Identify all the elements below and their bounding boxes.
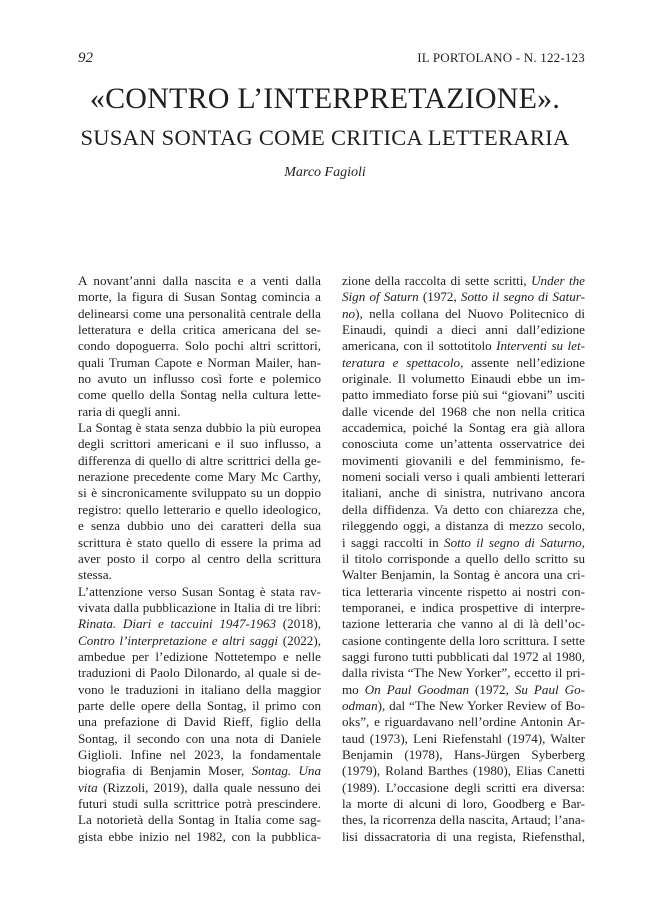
text-line	[78, 747, 321, 763]
text-line	[78, 796, 321, 812]
text-segment: delinearsi come una personalità centrale della	[78, 305, 321, 321]
text-segment: una prefazione di David Rieff, figlio della	[78, 714, 321, 730]
text-segment: come quello della Sontag nella cultura lette-	[78, 387, 321, 403]
text-line	[342, 682, 585, 698]
text-line	[342, 273, 585, 289]
text-line	[78, 698, 321, 714]
text-line	[342, 698, 585, 714]
italic-title: Rinata. Diari e taccuini 1947-1963	[78, 616, 277, 632]
text-segment: Giglioli. Infine nel 2023, la fondamentale	[78, 746, 321, 762]
text-segment: mo	[342, 681, 365, 697]
text-line	[78, 567, 321, 583]
text-line	[342, 338, 585, 354]
text-segment: lisi dissacratoria di una regista, Riefensthal,	[342, 828, 585, 844]
text-segment: quali Truman Capote e Norman Mailer, han-	[78, 354, 321, 370]
text-segment: biografia di Benjamin Moser,	[78, 763, 252, 779]
text-segment: futuri studi sulla scrittrice potrà prescindere.	[78, 796, 321, 811]
text-segment: (1972,	[469, 681, 515, 697]
italic-title: Sotto il segno di Satur-	[460, 289, 585, 305]
text-line	[342, 551, 585, 567]
text-line	[78, 469, 321, 485]
text-segment: ambedue per l’edizione Nottetempo e nelle	[78, 648, 321, 664]
text-segment: casione contingente della loro scrittura. I sette	[342, 632, 585, 648]
text-segment: (2018),	[276, 616, 321, 632]
text-segment: (1972,	[418, 289, 461, 305]
text-segment: si è sincronicamente sviluppato su un doppio	[78, 485, 321, 501]
text-line	[342, 404, 585, 420]
text-segment: A novant’anni dalla nascita e a venti dalla	[78, 273, 321, 288]
text-segment: vono le traduzioni in italiano della maggior	[78, 681, 321, 697]
page-number: 92	[78, 50, 93, 66]
text-segment: raria di quegli anni.	[78, 403, 181, 419]
text-line	[78, 453, 321, 469]
article-subtitle: SUSAN SONTAG COME CRITICA LETTERARIA	[80, 125, 570, 150]
text-segment: rileggendo oggi, a distanza di mezzo secolo,	[342, 518, 585, 534]
text-segment: parte delle opere della Sontag, il primo con	[78, 697, 321, 713]
text-line	[78, 812, 321, 828]
running-header	[78, 50, 585, 70]
italic-title: Sotto il segno di Saturno	[444, 534, 582, 550]
italic-title: Su Paul Go-	[514, 681, 585, 697]
text-segment: temporanei, e indica prospettive di interpre-	[342, 599, 585, 615]
article-author: Marco Fagioli	[284, 165, 366, 180]
text-segment: accademica, poiché la Sontag era già allora	[342, 420, 585, 436]
text-segment: Sontag, il secondo con una nota di Daniele	[78, 730, 321, 746]
italic-title: Contro l’interpretazione e altri saggi	[78, 632, 279, 648]
text-line	[342, 502, 585, 518]
text-segment: saggi furono tutti pubblicati dal 1972 al 1980,	[342, 648, 585, 664]
text-segment: nerazione precedente come Mary Mc Carthy,	[78, 469, 321, 485]
text-segment: condo dopoguerra. Solo pochi altri scrittori,	[78, 338, 321, 354]
text-line	[78, 600, 321, 616]
text-line	[342, 829, 585, 845]
text-line	[342, 420, 585, 436]
text-segment: ,	[581, 534, 585, 550]
text-line	[78, 780, 321, 796]
text-line	[342, 763, 585, 779]
text-line	[342, 780, 585, 796]
italic-title: Sign of Saturn	[342, 289, 419, 305]
text-segment: La notorietà della Sontag in Italia come sag-	[78, 812, 321, 828]
text-segment: gista ebbe inizio nel 1982, con la pubblica-	[78, 828, 321, 844]
text-line	[342, 649, 585, 665]
text-segment: e senza dubbio uno dei caratteri della sua	[78, 518, 321, 534]
italic-title: Under the	[531, 273, 585, 288]
text-line	[342, 812, 585, 828]
text-segment: differenza di quello di altre scrittrici della ge-	[78, 452, 321, 468]
text-segment: Walter Benjamin, la Sontag è ancora una cri-	[342, 567, 585, 583]
text-line	[342, 731, 585, 747]
text-segment: morte, la figura di Susan Sontag comincia a	[78, 289, 321, 305]
text-segment: , assente nell’edizione	[460, 354, 585, 370]
article-title: «CONTRO L’INTERPRETAZIONE».	[89, 82, 561, 115]
text-segment: dalle vicende del 1968 che non nella critica	[342, 403, 585, 419]
text-segment: della diffidenza. Va detto con chiarezza che,	[342, 501, 585, 517]
text-segment: (1989). L’occasione degli scritti era diversa:	[342, 779, 585, 795]
text-segment: no avuto un influsso così forte e polemico	[78, 371, 321, 387]
text-segment: italiani, anche di sinistra, nutrivano ancora	[342, 485, 585, 501]
text-line	[342, 665, 585, 681]
text-segment: americana, con il sottotitolo	[342, 338, 497, 354]
text-line	[78, 829, 321, 845]
text-line	[342, 616, 585, 632]
text-segment: tazione letteraria che vanno al di là dell’oc-	[342, 616, 585, 632]
text-line	[78, 649, 321, 665]
text-segment: conosciuta come un’attenta osservatrice dei	[342, 436, 585, 452]
text-segment: aver posto il corpo al centro della scrittura	[78, 550, 321, 566]
text-segment: ), nella collana del Nuovo Politecnico di	[355, 305, 585, 321]
text-segment: originale. Il volumetto Einaudi ebbe un im-	[342, 371, 585, 387]
text-line	[78, 404, 321, 420]
text-segment: stessa.	[78, 567, 112, 583]
text-line	[342, 387, 585, 403]
text-line	[78, 682, 321, 698]
text-segment: La Sontag è stata senza dubbio la più europea	[78, 420, 321, 436]
text-segment: zione della raccolta di sette scritti,	[342, 273, 532, 288]
text-segment: registro: quello letterario e quello ideologico,	[78, 501, 321, 517]
text-line	[78, 420, 321, 436]
italic-title: teratura e spettacolo	[342, 354, 461, 370]
text-segment: il titolo corrisponde a quello dello scritto su	[342, 550, 585, 566]
text-segment: thes, la ricorrenza della nascita, Artaud; l’ana-	[342, 812, 585, 828]
text-segment: i saggi raccolti in	[342, 534, 445, 550]
text-line	[342, 796, 585, 812]
text-segment: Benjamin (1978), Hans-Jürgen Syberberg	[342, 746, 585, 762]
text-segment: traduzioni di Paolo Dilonardo, al quale si de-	[78, 665, 321, 681]
text-line	[78, 584, 321, 600]
text-line	[342, 600, 585, 616]
text-segment: (1979), Roland Barthes (1980), Elias Canetti	[342, 763, 585, 779]
text-line	[342, 485, 585, 501]
journal-running-head: IL PORTOLANO - N. 122-123	[417, 50, 585, 65]
italic-title: no	[342, 305, 356, 321]
text-line	[78, 355, 321, 371]
text-line	[78, 436, 321, 452]
text-segment: letteratura e della critica americana del se-	[78, 322, 321, 338]
text-segment: ), dal “The New Yorker Review of Bo-	[377, 697, 585, 713]
text-line	[78, 665, 321, 681]
text-line	[342, 436, 585, 452]
text-column-right	[342, 273, 585, 845]
text-segment: vivata dalla pubblicazione in Italia di tre libri:	[78, 599, 321, 615]
italic-title: vita	[78, 779, 98, 795]
text-line	[78, 633, 321, 649]
italic-title: Sontag. Una	[251, 763, 321, 779]
text-line	[342, 371, 585, 387]
text-line	[342, 306, 585, 322]
text-line	[342, 453, 585, 469]
text-line	[78, 371, 321, 387]
text-line	[78, 616, 321, 632]
text-line	[342, 535, 585, 551]
text-line	[342, 289, 585, 305]
text-line	[342, 567, 585, 583]
text-line	[78, 306, 321, 322]
text-line	[78, 502, 321, 518]
text-segment: L’attenzione verso Susan Sontag è stata rav-	[78, 583, 321, 599]
text-segment: degli scrittori americani e il suo influsso, a	[78, 436, 321, 452]
text-segment: taud (1973), Leni Riefenstahl (1974), Walter	[342, 730, 585, 746]
text-line	[78, 485, 321, 501]
text-line	[342, 714, 585, 730]
text-line	[342, 633, 585, 649]
text-segment: (Rizzoli, 2019), dalla quale nessuno dei	[97, 779, 321, 795]
text-line	[78, 273, 321, 289]
text-line	[342, 322, 585, 338]
text-line	[78, 551, 321, 567]
text-segment: Einaudi, quindi a dieci anni dall’edizione	[342, 322, 585, 338]
text-line	[342, 584, 585, 600]
text-line	[78, 535, 321, 551]
text-line	[342, 518, 585, 534]
text-line	[78, 387, 321, 403]
italic-title: odman	[342, 697, 378, 713]
text-line	[78, 322, 321, 338]
text-line	[78, 289, 321, 305]
text-segment: dalla rivista “The New Yorker”, eccetto il pri-	[342, 665, 585, 681]
text-line	[342, 747, 585, 763]
text-line	[342, 355, 585, 371]
text-column-left	[78, 273, 321, 845]
text-line	[78, 731, 321, 747]
italic-title: On Paul Goodman	[364, 681, 470, 697]
text-segment: la morte di alcuni di loro, Goodberg e Bar-	[342, 796, 585, 811]
text-segment: scrittura è stato quello di essere la prima ad	[78, 534, 321, 550]
text-segment: oks”, e riguardavano nell’ordine Antonin Ar-	[342, 714, 585, 730]
text-segment: patto immediato forse più sui “giovani” usciti	[342, 387, 585, 403]
text-line	[78, 338, 321, 354]
text-segment: tica letteraria vincente rispetto ai nostri con-	[342, 583, 585, 599]
italic-title: Interventi su let-	[496, 338, 585, 354]
text-segment: movimenti giovanili e del femminismo, fe-	[342, 452, 585, 468]
text-line	[342, 469, 585, 485]
text-segment: nomeni sociali verso i quali ambienti letterari	[342, 469, 585, 485]
text-line	[78, 714, 321, 730]
text-segment: (2022),	[278, 632, 321, 648]
text-line	[78, 518, 321, 534]
text-line	[78, 763, 321, 779]
